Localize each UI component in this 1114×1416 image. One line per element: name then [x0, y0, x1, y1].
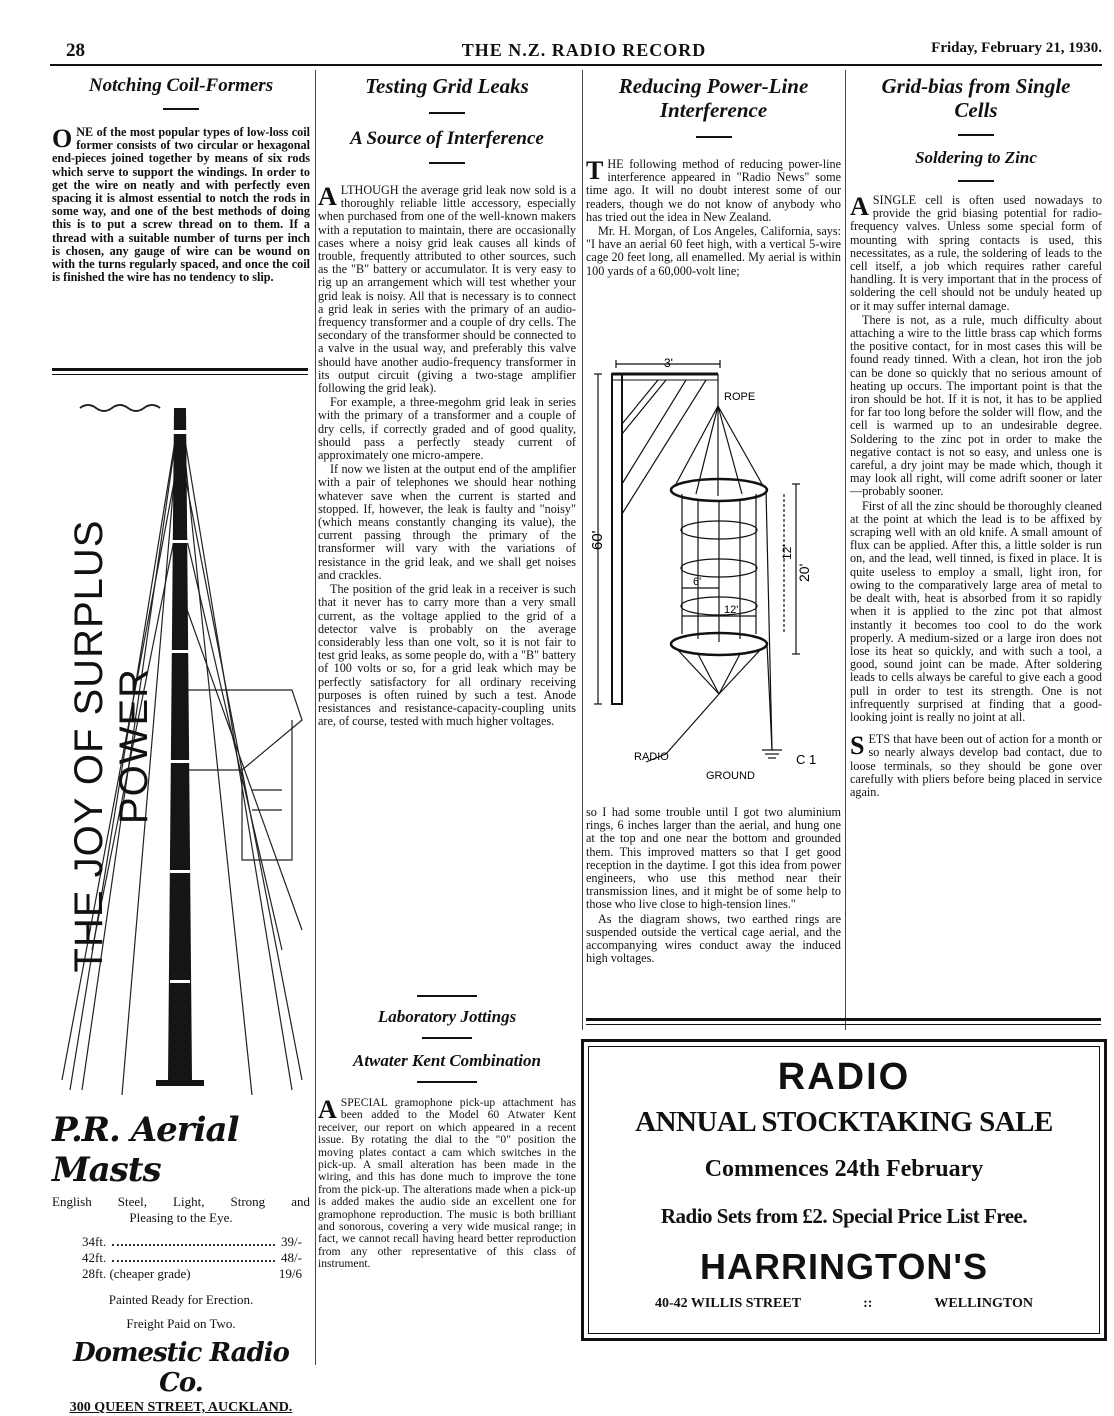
price-row	[82, 1250, 302, 1266]
diagram-label: 6'	[693, 576, 702, 588]
paragraph: ETS that have been out of action for a month or so nearly always develop bad contact, due to loose terminals, so they should be gone over carefully with pliers before being placed in service again.	[850, 732, 1102, 799]
section-subheading: Atwater Kent Combination	[353, 1051, 541, 1070]
drop-cap: A	[850, 192, 869, 221]
ad-desc-line2: Pleasing to the Eye.	[129, 1210, 233, 1225]
diagram-label: ROPE	[724, 391, 756, 403]
article-body	[850, 194, 1102, 799]
heading-divider	[696, 136, 732, 138]
ad-freight-note: Freight Paid on Two.	[126, 1316, 236, 1331]
drop-cap: S	[850, 731, 865, 761]
advert-separator: ::	[863, 1296, 873, 1311]
advert-street: 40-42 WILLIS STREET	[655, 1296, 802, 1311]
advert-address	[584, 1296, 1104, 1312]
paragraph: HE following method of reducing power-line interference appeared in "Radio News" some time ago. It will no doubt interest some of our readers, though we do not know of anybody who has tried out the idea in New Zealand.	[586, 157, 841, 224]
price-value: 19/6	[278, 1266, 302, 1281]
column-divider	[315, 70, 316, 1365]
paragraph: LTHOUGH the average grid leak now sold is a thoroughly reliable little accessory, especially when purchased from one of the well-known makers with a reputation to maintain, there are occasionally cases where a noisy grid leak causes all kinds of trouble, frequently attributed to other sources, such as the "B" battery or accumulator. It is very easy to rig up an arrangement which will test whether your grid leak is noisy. All that is necessary is to connect a grid leak in series with the primary of an audio-frequency transformer and a couple of dry cells. The secondary of the transformer should be connected to a valve in the usual way, and preferably this valve should have another audio-frequency transformer in its output circuit (giving a two-stage amplifier following the grid leak).	[318, 183, 576, 396]
diagram-label: 12'	[724, 604, 739, 616]
diagram-label: 60'	[589, 530, 606, 550]
aerial-mast-illustration	[52, 390, 310, 1115]
diagram-label: 20'	[796, 563, 812, 582]
paragraph: As the diagram shows, two earthed rings are suspended outside the vertical cage aerial, and the accompanying wires conduct away the induced high voltages.	[586, 911, 841, 966]
diagram-label: GROUND	[706, 770, 755, 782]
price-row	[82, 1234, 302, 1250]
price-list	[82, 1234, 302, 1282]
drop-cap: A	[318, 182, 337, 211]
article-heading: Testing Grid Leaks	[365, 74, 529, 98]
harringtons-advert	[581, 1039, 1107, 1341]
section-divider	[417, 995, 477, 997]
cage-aerial-diagram	[586, 354, 841, 799]
article-heading-line2: Interference	[659, 98, 768, 122]
figure-label: C 1	[796, 752, 817, 767]
diagram-label: 12'	[780, 544, 794, 560]
article-heading: Notching Coil-Formers	[88, 75, 274, 96]
column-divider	[582, 70, 583, 1030]
company-address: 300 QUEEN STREET, AUCKLAND.	[69, 1400, 293, 1415]
paragraph: Mr. H. Morgan, of Los Angeles, California, says: "I have an aerial 60 feet high, with a vertical 5-wire cage 20 feet long, all enamelled. My aerial is within 100 yards of a 60,000-volt line;	[586, 224, 841, 278]
drop-cap: O	[52, 124, 73, 153]
section-rule	[586, 1018, 1101, 1025]
advert-heading: RADIO	[777, 1056, 911, 1098]
section-body	[318, 1097, 576, 1271]
slogan-vertical: THE JOY OF SURPLUS POWER	[67, 519, 156, 973]
advert-price-line: Radio Sets from £2. Special Price List Free.	[660, 1204, 1028, 1228]
paragraph: SINGLE cell is often used nowadays to provide the grid biasing potential for radio-frequency valves. Unless some special form of mounting with spring contacts is used, this necessitates, as a rule, the soldering of leads to the cell itself, a job which requires rather careful handling. It is very important that in the process of soldering the cell should not be unduly heated up or it may suffer internal damage.	[850, 193, 1102, 313]
company-name: Domestic Radio Co.	[73, 1338, 289, 1398]
heading-divider	[163, 108, 199, 110]
article-body	[318, 184, 576, 728]
advert-company: HARRINGTON'S	[700, 1246, 988, 1287]
issue-date: Friday, February 21, 1930.	[931, 40, 1102, 56]
heading-divider	[429, 112, 465, 114]
diagram-label: RADIO	[634, 751, 669, 763]
masthead	[66, 38, 1102, 64]
page-number: 28	[66, 40, 85, 61]
diagram-label: 3'	[664, 356, 673, 370]
article-grid-bias-from-single-cells	[850, 74, 1102, 800]
paragraph: The position of the grid leak in a receiver is such that it never has to carry more than a very small current, as the voltage applied to the grid of a detector valve is probably on the average considerably less than one volt, so it is not fair to test grid leaks, as some people do, with a "B" battery of 100 volts or so, for a grid leak which may be perfectly satisfactory for all ordinary receiving purposes is often ruined by such a test. Anode resistances and resistance-capacity-coupling units are, of course, tested with much higher voltages.	[318, 582, 576, 729]
heading-divider	[958, 134, 994, 136]
article-reducing-power-line-interference	[586, 74, 841, 279]
price-value: 39/-	[281, 1234, 302, 1249]
column-divider	[845, 70, 846, 1030]
article-body-continued	[586, 806, 841, 965]
price-size: 34ft.	[82, 1234, 107, 1249]
leader-dots	[112, 1234, 275, 1246]
heading-divider	[422, 1037, 472, 1039]
price-size: 42ft.	[82, 1250, 107, 1265]
subheading-divider	[958, 180, 994, 182]
ad-desc-line1: English Steel, Light, Strong and	[52, 1194, 310, 1209]
article-body	[52, 126, 310, 284]
cage-aerial-figure	[586, 354, 841, 799]
article-subheading: Soldering to Zinc	[915, 148, 1037, 167]
paragraph: so I had some trouble until I got two aluminium rings, 6 inches larger than the aerial, and hung one at the top and one near the bottom and grounded them. This improved matters so that I get good reception in the daytime. I got this idea from power engineers, who use this method near their transmission lines, and it might be of some help to those who live close to high-tension lines."	[586, 805, 841, 912]
price-value: 48/-	[281, 1250, 302, 1265]
advert-date-line: Commences 24th February	[704, 1156, 984, 1182]
paragraph: SPECIAL gramophone pick-up attachment has been added to the Model 60 Atwater Kent receiver, our report on which appeared in a recent issue. By rotating the dial to the "0" position the moving plates contact a cam which switches in the pick-up. A small alteration has been made in the wiring, and this has done much to improve the tone from the pick-up. The alterations made when a pick-up is added makes the audio side an excellent one for gramophone reproduction. The music is both brilliant and sonorous, covering a very wide musical range; in fact, we cannot recall having heard better reproduction from any other representative of this class of instrument.	[318, 1096, 576, 1271]
price-size: 28ft. (cheaper grade)	[82, 1266, 191, 1281]
article-heading-line1: Grid-bias from Single	[881, 74, 1071, 98]
article-continued	[586, 806, 841, 966]
paragraph: If now we listen at the output end of the amplifier with a pair of telephones we should hear nothing whatever save when the current is started and stopped. If, however, the leak is faulty and "noisy" (which means constantly changing its value), the current passing through the primary of the transformer will vary with the variations of resistance in the grid leak, and we shall get noises and crackles.	[318, 462, 576, 582]
section-heading: Laboratory Jottings	[377, 1007, 517, 1026]
price-row	[82, 1266, 302, 1282]
article-heading-line2: Cells	[954, 98, 998, 122]
paragraph: For example, a three-megohm grid leak in series with the primary of a transformer and a couple of dry cells, if correctly graded and of good quality, should pass a perfectly steady current of approximately one micro-ampere.	[318, 395, 576, 463]
aerial-mast-advert	[52, 1110, 310, 1416]
laboratory-jottings	[318, 995, 576, 1271]
article-notching-coil-formers	[52, 74, 310, 284]
advert-sale-title: ANNUAL STOCKTAKING SALE	[635, 1106, 1053, 1138]
publication-title: THE N.Z. RADIO RECORD	[461, 40, 707, 60]
article-heading-line1: Reducing Power-Line	[618, 74, 809, 98]
subheading-divider	[417, 1081, 477, 1083]
article-text: NE of the most popular types of low-loss coil former consists of two circular or hexagonal end-pieces joined together by means of six rods which serve to support the windings. In order to get the wire on neatly and with perfectly even spacing it is almost essential to notch the rods in some way, and one of the best methods of doing this is to put a screw thread on to them. If a thread with a suitable number of turns per inch is chosen, any gauge of wire can be wound on with the turns regularly spaced, and once the coil is finished the wire has no tendency to slip.	[52, 125, 310, 285]
leader-dots	[112, 1250, 275, 1262]
article-testing-grid-leaks	[318, 74, 576, 729]
section-rule	[52, 368, 308, 375]
ad-title: P.R. Aerial Masts	[52, 1110, 239, 1190]
paragraph: There is not, as a rule, much difficulty about attaching a wire to the little brass cap which forms the positive contact, for in most cases this will be found ready tinned. With a clean, hot iron the job can be done so quickly that no serious amount of heating up occurs. The important point is that the iron should be hot. If it is not, it has to be applied for far too long before the solder will flow, and the cell is warmed up to an undesirable degree. Soldering to the zinc pot in order to make the negative contact is not so easy, and unless one is careful, a dry joint may be made which, though it may look all right, will come adrift sooner or later—probably sooner.	[850, 312, 1102, 499]
ad-erection-note: Painted Ready for Erection.	[108, 1292, 254, 1307]
masthead-rule	[50, 64, 1102, 66]
advert-city: WELLINGTON	[934, 1296, 1033, 1311]
article-subheading: A Source of Interference	[350, 128, 544, 149]
paragraph: First of all the zinc should be thoroughly cleaned at the point at which the lead is to be affixed by scraping well with an old knife. A small amount of flux can be applied. After this, a little solder is run on, and the lead, well tinned, is fixed in place. It is quite useless to employ a small, light iron, for owing to the comparatively large area of metal to be dealt with, heat is absorbed from it so rapidly when it is applied to the zinc pot that almost instantly it becomes too cool to do the work properly. A medium-sized or a large iron does not lose its heat so quickly, and with such a tool, a good, sound joint can be made. After soldering leads to cells always be careful to give each a good pull in order to test its strength. One is not infrequently surprised at finding that a good-looking joint is really no joint at all.	[850, 498, 1102, 724]
drop-cap: A	[318, 1095, 337, 1124]
drop-cap: T	[586, 156, 604, 185]
subheading-divider	[429, 162, 465, 164]
article-body	[586, 158, 841, 278]
